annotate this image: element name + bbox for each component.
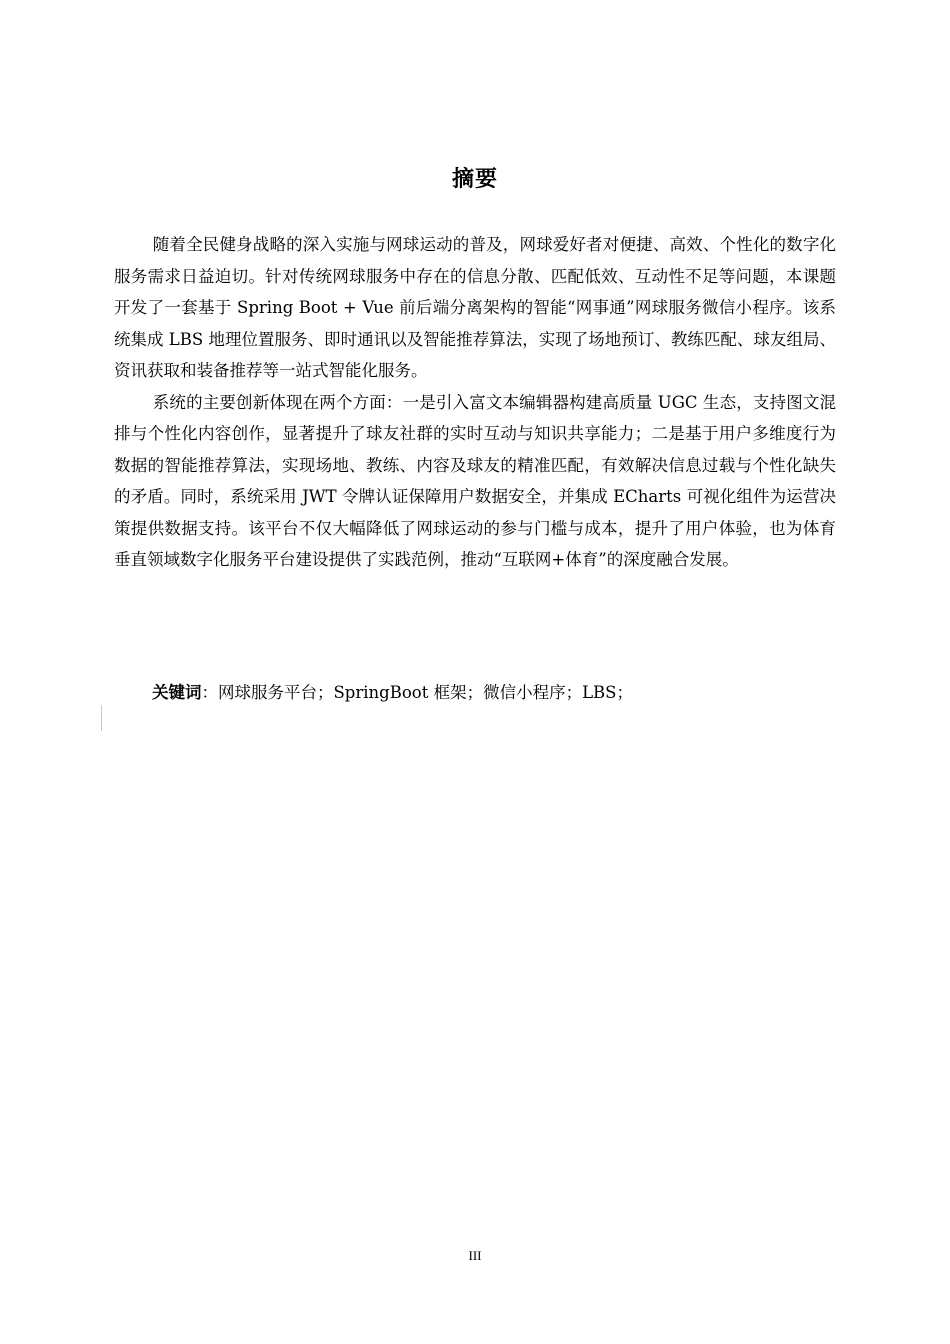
keywords-text: 网球服务平台；SpringBoot 框架；微信小程序；LBS； (218, 683, 633, 702)
keywords-label: 关键词 (152, 683, 202, 702)
keywords-separator: ： (201, 683, 218, 702)
abstract-body (114, 229, 836, 576)
page-number: III (468, 1248, 482, 1263)
abstract-title: 摘要 (451, 167, 498, 192)
abstract-paragraph-2: 系统的主要创新体现在两个方面：一是引入富文本编辑器构建高质量 UGC 生态，支持图文混排与个性化内容创作，显著提升了球友社群的实时互动与知识共享能力；二是基于用户多维度行为数据的智能推荐算法，实现场地、教练、内容及球友的精准匹配，有效解决信息过载与个性化缺失的矛盾。同时，系统采用 JWT 令牌认证保障用户数据安全，并集成 ECharts 可视化组件为运营决策提供数据支持。该平台不仅大幅降低了网球运动的参与门槛与成本，提升了用户体验，也为体育垂直领域数字化服务平台建设提供了实践范例，推动“互联网+体育”的深度融合发展。 (114, 392, 836, 569)
text-cursor-marker (101, 705, 102, 731)
keywords-line (152, 677, 852, 709)
abstract-paragraph-1: 随着全民健身战略的深入实施与网球运动的普及，网球爱好者对便捷、高效、个性化的数字化服务需求日益迫切。针对传统网球服务中存在的信息分散、匹配低效、互动性不足等问题，本课题开发了一套基于 Spring Boot + Vue 前后端分离架构的智能“网事通”网球服务微信小程序。该系统集成 LBS 地理位置服务、即时通讯以及智能推荐算法，实现了场地预订、教练匹配、球友组局、资讯获取和装备推荐等一站式智能化服务。 (114, 235, 836, 380)
